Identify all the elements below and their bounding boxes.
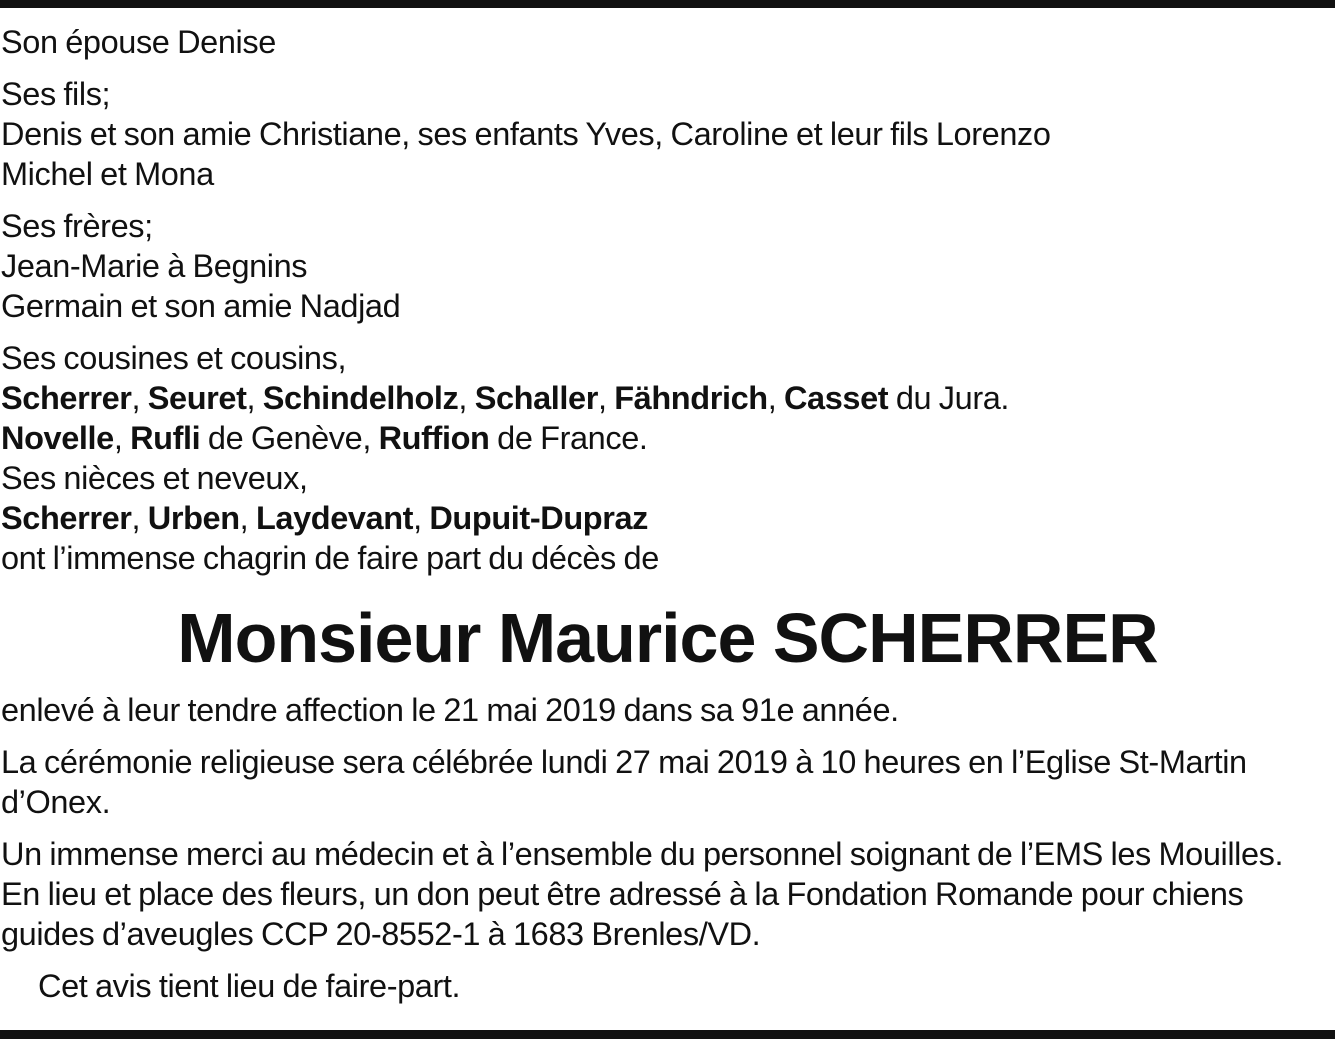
separator: , <box>767 380 784 416</box>
separator: , <box>246 380 263 416</box>
thanks-line-2: En lieu et place des fleurs, un don peut être adressé à la Fondation Romande pour chiens <box>1 876 1244 912</box>
deceased-name: Monsieur Maurice SCHERRER <box>177 599 1158 677</box>
separator: , <box>131 380 148 416</box>
separator: , <box>131 500 148 536</box>
family-name: Casset <box>783 380 889 416</box>
location-text: du Jura. <box>888 380 1010 416</box>
family-name: Schindelholz <box>262 380 459 416</box>
brother-line-2: Germain et son amie Nadjad <box>1 288 401 324</box>
family-name: Scherrer <box>1 500 132 536</box>
family-name: Seuret <box>147 380 247 416</box>
obituary-notice <box>1 22 1334 1006</box>
separator: , <box>597 380 615 416</box>
son-line-1: Denis et son amie Christiane, ses enfants Yves, Caroline et leur fils Lorenzo <box>1 116 1051 152</box>
announcement-line: ont l’immense chagrin de faire part du décès de <box>1 540 659 576</box>
family-name: Urben <box>147 500 240 536</box>
brothers-heading: Ses frères; <box>1 208 153 244</box>
nephews-line <box>1 498 1334 538</box>
brother-line-1: Jean-Marie à Begnins <box>1 248 308 284</box>
nephews-heading: Ses nièces et neveux, <box>1 460 308 496</box>
thanks-line-1: Un immense merci au médecin et à l’ensemble du personnel soignant de l’EMS les Mouilles. <box>1 836 1284 872</box>
bottom-rule <box>0 1030 1335 1039</box>
location-text: de Genève, <box>200 420 379 456</box>
family-name: Laydevant <box>255 500 414 536</box>
ceremony-line-1: La cérémonie religieuse sera célébrée lundi 27 mai 2019 à 10 heures en l’Eglise St-Martin <box>1 744 1247 780</box>
family-name: Dupuit-Dupraz <box>429 500 649 536</box>
cousins-line-2 <box>1 418 1334 458</box>
separator: , <box>458 380 475 416</box>
family-name: Novelle <box>1 420 114 456</box>
top-rule <box>0 0 1335 8</box>
cousins-line-1 <box>1 378 1334 418</box>
separator: , <box>113 420 131 456</box>
family-name: Schaller <box>474 380 598 416</box>
son-line-2: Michel et Mona <box>1 156 214 192</box>
thanks-line-3: guides d’aveugles CCP 20-8552-1 à 1683 Brenles/VD. <box>1 916 761 952</box>
ceremony-line-2: d’Onex. <box>1 784 111 820</box>
location-text: de France. <box>489 420 648 456</box>
separator: , <box>239 500 256 536</box>
death-line: enlevé à leur tendre affection le 21 mai 2019 dans sa 91e année. <box>1 692 899 728</box>
spouse-line: Son épouse Denise <box>1 24 276 60</box>
family-name: Rufli <box>130 420 201 456</box>
cousins-heading: Ses cousines et cousins, <box>1 340 347 376</box>
family-name: Ruffion <box>378 420 490 456</box>
closing-line: Cet avis tient lieu de faire-part. <box>38 968 461 1004</box>
family-name: Scherrer <box>1 380 132 416</box>
family-name: Fähndrich <box>614 380 768 416</box>
separator: , <box>413 500 430 536</box>
sons-heading: Ses fils; <box>1 76 111 112</box>
